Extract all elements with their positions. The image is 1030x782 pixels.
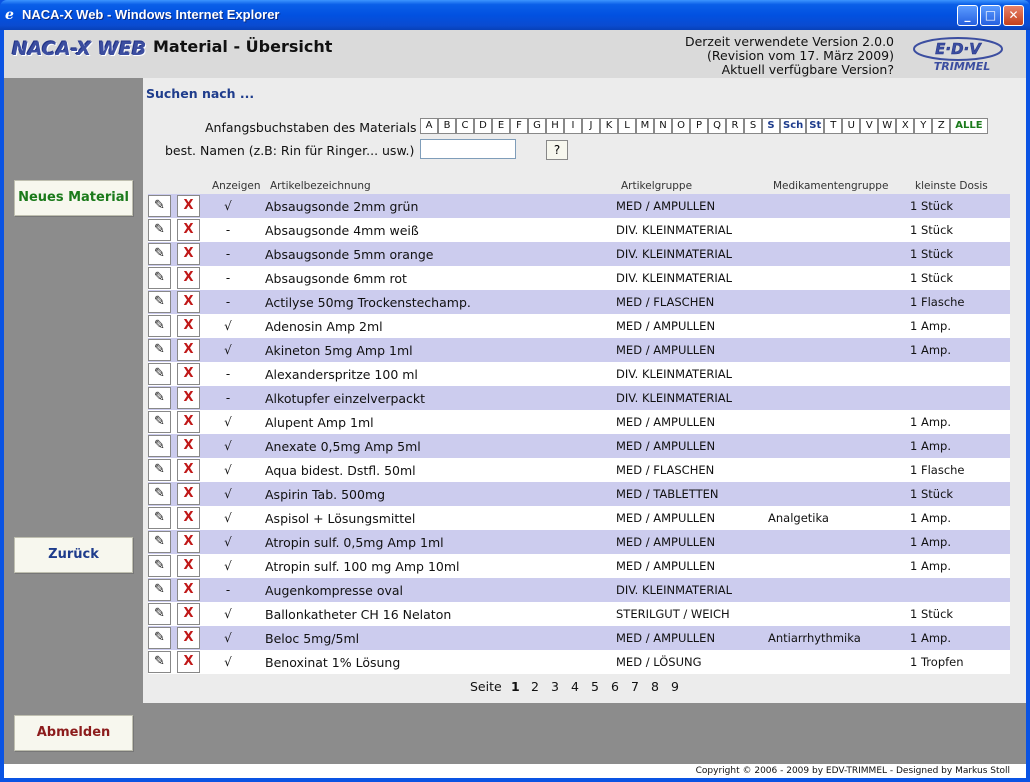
table-row [148,362,1010,386]
alpha-filter-u[interactable]: U [842,118,860,134]
smallest-dose: 1 Amp. [910,439,951,453]
alpha-filter-y[interactable]: Y [914,118,932,134]
smallest-dose: 1 Amp. [910,535,951,549]
article-group: DIV. KLEINMATERIAL [616,247,732,261]
page-link-3[interactable]: 3 [551,679,559,694]
medication-group: Analgetika [768,511,829,525]
smallest-dose: 1 Amp. [910,319,951,333]
edit-button[interactable] [148,243,171,265]
alpha-filter-q[interactable]: Q [708,118,726,134]
table-row [148,626,1010,650]
material-table [148,194,1010,674]
pencil-icon: ✎ [154,654,165,669]
edv-trimmel-logo [912,35,1004,73]
edit-button[interactable] [148,651,171,673]
alpha-filter-i[interactable]: I [564,118,582,134]
article-name: Absaugsonde 4mm weiß [265,223,419,238]
show-flag: √ [224,655,232,669]
sidebar [4,78,143,764]
pencil-icon: ✎ [154,630,165,645]
page-link-7[interactable]: 7 [631,679,639,694]
version-revision: (Revision vom 17. März 2009) [707,48,894,63]
edit-button[interactable] [148,435,171,457]
delete-button[interactable]: X [177,531,200,553]
table-row [148,194,1010,218]
smallest-dose: 1 Amp. [910,415,951,429]
edv-logo-bottom: TRIMMEL [933,60,991,73]
footer: Copyright © 2006 - 2009 by EDV-TRIMMEL - Designed by Markus Stoll [4,764,1026,778]
delete-button[interactable]: X [177,459,200,481]
alpha-filter-d[interactable]: D [474,118,492,134]
article-name: Alupent Amp 1ml [265,415,374,430]
article-name: Aspirin Tab. 500mg [265,487,386,502]
show-flag: √ [224,199,232,213]
close-icon: ✕ [1008,8,1019,22]
alpha-filter-l[interactable]: L [618,118,636,134]
window-title: NACA-X Web - Windows Internet Explorer [22,7,280,22]
minimize-button[interactable] [957,5,978,26]
article-group: DIV. KLEINMATERIAL [616,391,732,405]
alpha-filter-t[interactable]: T [824,118,842,134]
alpha-filter-w[interactable]: W [878,118,896,134]
show-flag: √ [224,607,232,621]
smallest-dose: 1 Stück [910,199,954,213]
smallest-dose: 1 Stück [910,271,954,285]
smallest-dose: 1 Stück [910,487,954,501]
delete-button[interactable]: X [177,267,200,289]
article-group: MED / AMPULLEN [616,535,716,549]
alpha-filter-k[interactable]: K [600,118,618,134]
article-group: MED / AMPULLEN [616,559,716,573]
alpha-filter-x[interactable]: X [896,118,914,134]
version-available-link[interactable]: Aktuell verfügbare Version? [721,62,894,77]
smallest-dose: 1 Amp. [910,631,951,645]
pencil-icon: ✎ [154,558,165,573]
article-group: MED / AMPULLEN [616,511,716,525]
article-group: MED / AMPULLEN [616,199,716,213]
delete-button[interactable]: X [177,243,200,265]
page-link-5[interactable]: 5 [591,679,599,694]
show-flag: √ [224,463,232,477]
page-link-9[interactable]: 9 [671,679,679,694]
edit-button[interactable] [148,339,171,361]
table-row [148,242,1010,266]
article-name: Ballonkatheter CH 16 Nelaton [265,607,452,622]
delete-button[interactable]: X [177,195,200,217]
search-heading: Suchen nach ... [146,86,255,101]
edit-button[interactable] [148,195,171,217]
alpha-filter-n[interactable]: N [654,118,672,134]
alpha-filter-z[interactable]: Z [932,118,950,134]
alpha-filter-p[interactable]: P [690,118,708,134]
delete-button[interactable]: X [177,387,200,409]
alpha-filter-b[interactable]: B [438,118,456,134]
alpha-filter-s[interactable]: S [744,118,762,134]
version-current: Derzeit verwendete Version 2.0.0 [684,34,894,49]
page-link-4[interactable]: 4 [571,679,579,694]
article-name: Akineton 5mg Amp 1ml [265,343,413,358]
table-row [148,506,1010,530]
pencil-icon: ✎ [154,270,165,285]
article-name: Anexate 0,5mg Amp 5ml [265,439,421,454]
pencil-icon: ✎ [154,582,165,597]
article-group: DIV. KLEINMATERIAL [616,223,732,237]
article-group: MED / AMPULLEN [616,439,716,453]
alpha-filter-s-2[interactable]: S [762,118,780,134]
table-row [148,338,1010,362]
article-group: DIV. KLEINMATERIAL [616,367,732,381]
show-flag: √ [224,535,232,549]
alpha-filter-bar [420,118,988,134]
page-link-1[interactable]: 1 [511,679,520,694]
smallest-dose: 1 Amp. [910,511,951,525]
pencil-icon: ✎ [154,390,165,405]
article-name: Atropin sulf. 0,5mg Amp 1ml [265,535,444,550]
article-group: MED / LÖSUNG [616,655,702,669]
page-header [4,30,1026,78]
pencil-icon: ✎ [154,534,165,549]
delete-button[interactable]: X [177,219,200,241]
show-flag: - [225,583,231,597]
table-row [148,434,1010,458]
article-group: STERILGUT / WEICH [616,607,730,621]
article-group: MED / AMPULLEN [616,343,716,357]
pencil-icon: ✎ [154,342,165,357]
delete-button[interactable]: X [177,411,200,433]
show-flag: √ [224,631,232,645]
show-flag: √ [224,415,232,429]
material-overview [143,78,1026,703]
article-name: Atropin sulf. 100 mg Amp 10ml [265,559,460,574]
alpha-filter-h[interactable]: H [546,118,564,134]
edit-button[interactable] [148,579,171,601]
smallest-dose: 1 Stück [910,247,954,261]
close-button[interactable] [1003,5,1024,26]
edit-button[interactable] [148,219,171,241]
table-row [148,410,1010,434]
new-material-button[interactable]: Neues Material [14,180,133,216]
alpha-filter-a[interactable]: A [420,118,438,134]
show-flag: - [225,223,231,237]
delete-button[interactable]: X [177,435,200,457]
article-group: MED / TABLETTEN [616,487,719,501]
pencil-icon: ✎ [154,510,165,525]
article-name: Benoxinat 1% Lösung [265,655,401,670]
page-link-8[interactable]: 8 [651,679,659,694]
header-name: Artikelbezeichnung [270,180,371,192]
delete-button[interactable]: X [177,507,200,529]
minimize-icon: _ [964,8,971,22]
naca-x-logo: NACA-X WEB [12,38,147,60]
edit-button[interactable] [148,603,171,625]
article-name: Aqua bidest. Dstfl. 50ml [265,463,416,478]
alpha-filter-m[interactable]: M [636,118,654,134]
name-search-input[interactable] [420,139,516,159]
page-title: Material - Übersicht [153,37,333,56]
title-bar[interactable] [0,0,1030,30]
article-name: Absaugsonde 2mm grün [265,199,419,214]
show-flag: √ [224,439,232,453]
edit-button[interactable] [148,267,171,289]
alpha-filter-o[interactable]: O [672,118,690,134]
alpha-filter-sch[interactable]: Sch [780,118,806,134]
version-info [685,35,894,77]
pencil-icon: ✎ [154,486,165,501]
alpha-filter-f[interactable]: F [510,118,528,134]
article-group: MED / FLASCHEN [616,463,715,477]
alpha-filter-v[interactable]: V [860,118,878,134]
pagination-label: Seite [470,679,502,694]
pencil-icon: ✎ [154,222,165,237]
delete-button[interactable]: X [177,627,200,649]
show-flag: - [225,271,231,285]
name-search-button[interactable]: ? [546,140,568,160]
article-name: Actilyse 50mg Trockenstechamp. [265,295,471,310]
article-group: DIV. KLEINMATERIAL [616,271,732,285]
edit-button[interactable] [148,507,171,529]
table-row [148,554,1010,578]
smallest-dose: 1 Stück [910,223,954,237]
alpha-filter-alle[interactable]: ALLE [950,118,987,134]
maximize-icon: □ [984,8,997,22]
edit-button[interactable] [148,627,171,649]
page-link-6[interactable]: 6 [611,679,619,694]
article-group: MED / AMPULLEN [616,415,716,429]
page-content [4,30,1026,778]
edv-logo-top: E·D·V [935,40,981,58]
header-group: Artikelgruppe [621,180,693,192]
ie-icon: e [5,7,14,23]
smallest-dose: 1 Tropfen [910,655,964,669]
show-flag: - [225,247,231,261]
show-flag: √ [224,487,232,501]
edit-button[interactable] [148,387,171,409]
alpha-filter-c[interactable]: C [456,118,474,134]
table-row [148,314,1010,338]
header-dose: kleinste Dosis [915,180,988,192]
article-name: Absaugsonde 5mm orange [265,247,434,262]
smallest-dose: 1 Flasche [910,463,965,477]
pencil-icon: ✎ [154,438,165,453]
header-show: Anzeigen [212,180,261,192]
table-row [148,458,1010,482]
delete-button[interactable]: X [177,603,200,625]
maximize-button[interactable] [980,5,1001,26]
table-row [148,602,1010,626]
article-name: Absaugsonde 6mm rot [265,271,407,286]
article-name: Adenosin Amp 2ml [265,319,383,334]
logout-button[interactable]: Abmelden [14,715,133,751]
table-row [148,386,1010,410]
delete-button[interactable]: X [177,363,200,385]
delete-button[interactable]: X [177,315,200,337]
show-flag: √ [224,319,232,333]
smallest-dose: 1 Stück [910,607,954,621]
show-flag: - [225,391,231,405]
alpha-filter-label: Anfangsbuchstaben des Materials [205,120,417,135]
show-flag: - [225,367,231,381]
table-row [148,650,1010,674]
alpha-filter-g[interactable]: G [528,118,546,134]
pencil-icon: ✎ [154,198,165,213]
table-row [148,530,1010,554]
edit-button[interactable] [148,483,171,505]
pencil-icon: ✎ [154,294,165,309]
article-name: Alkotupfer einzelverpackt [265,391,426,406]
article-name: Augenkompresse oval [265,583,403,598]
delete-button[interactable]: X [177,483,200,505]
header-med: Medikamentengruppe [773,180,889,192]
table-row [148,290,1010,314]
name-search-label: best. Namen (z.B: Rin für Ringer... usw.) [165,143,415,158]
smallest-dose: 1 Flasche [910,295,965,309]
show-flag: √ [224,559,232,573]
article-name: Alexanderspritze 100 ml [265,367,418,382]
alpha-filter-st[interactable]: St [806,118,824,134]
table-row [148,266,1010,290]
pencil-icon: ✎ [154,366,165,381]
table-row [148,218,1010,242]
table-header [143,180,1026,194]
show-flag: - [225,295,231,309]
article-group: DIV. KLEINMATERIAL [616,583,732,597]
alpha-filter-e[interactable]: E [492,118,510,134]
delete-button[interactable]: X [177,291,200,313]
pencil-icon: ✎ [154,246,165,261]
edit-button[interactable] [148,315,171,337]
edit-button[interactable] [148,459,171,481]
edit-button[interactable] [148,531,171,553]
article-group: MED / AMPULLEN [616,319,716,333]
article-group: MED / AMPULLEN [616,631,716,645]
edit-button[interactable] [148,411,171,433]
table-row [148,578,1010,602]
delete-button[interactable]: X [177,651,200,673]
back-button[interactable]: Zurück [14,537,133,573]
edit-button[interactable] [148,363,171,385]
pencil-icon: ✎ [154,462,165,477]
edit-button[interactable] [148,291,171,313]
table-row [148,482,1010,506]
article-group: MED / FLASCHEN [616,295,715,309]
delete-button[interactable]: X [177,579,200,601]
smallest-dose: 1 Amp. [910,559,951,573]
pencil-icon: ✎ [154,318,165,333]
alpha-filter-j[interactable]: J [582,118,600,134]
alpha-filter-r[interactable]: R [726,118,744,134]
pencil-icon: ✎ [154,606,165,621]
pencil-icon: ✎ [154,414,165,429]
delete-button[interactable]: X [177,339,200,361]
article-name: Beloc 5mg/5ml [265,631,360,646]
edit-button[interactable] [148,555,171,577]
show-flag: √ [224,511,232,525]
delete-button[interactable]: X [177,555,200,577]
medication-group: Antiarrhythmika [768,631,861,645]
article-name: Aspisol + Lösungsmittel [265,511,416,526]
smallest-dose: 1 Amp. [910,343,951,357]
page-link-2[interactable]: 2 [531,679,539,694]
show-flag: √ [224,343,232,357]
